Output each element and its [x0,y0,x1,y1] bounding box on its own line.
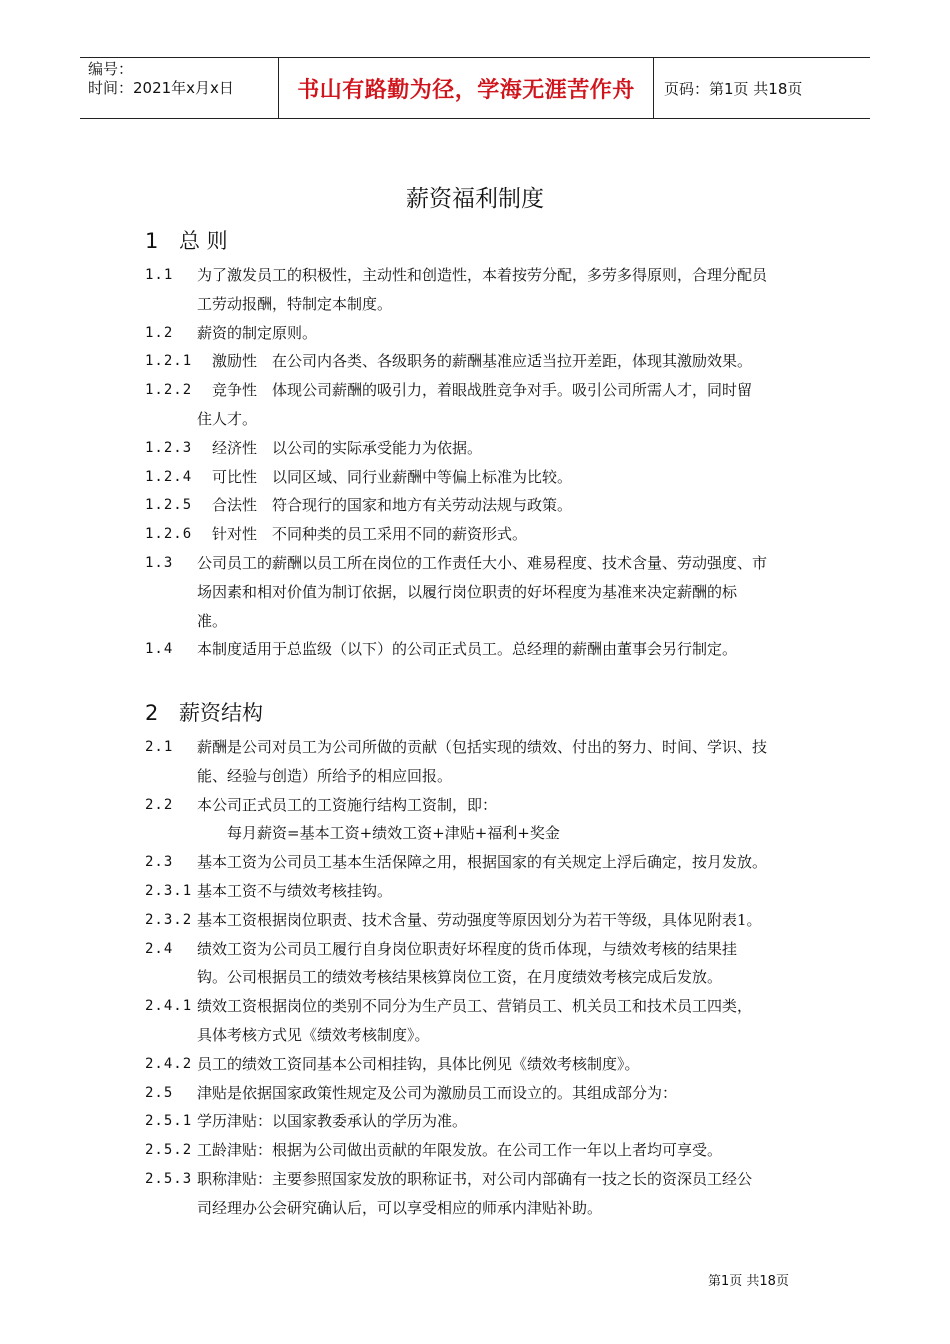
clause-number: 2.5.1 [145,1113,193,1130]
clause-text-line: 学历津贴：以国家教委承认的学历为准。 [197,1112,468,1131]
clause-text-line: 绩效工资根据岗位的类别不同分为生产员工、营销员工、机关员工和技术员工四类， [197,997,753,1016]
clause-number: 1.2.2 [145,382,193,399]
section-number: 1 [145,229,159,253]
clause-number: 1.2.3 [145,439,193,456]
clause-number: 1.2.1 [145,353,193,370]
header-motto-cell [279,58,654,118]
clause-text-line: 合法性 符合现行的国家和地方有关劳动法规与政策。 [212,496,573,515]
section-heading-text: 薪资结构 [179,701,263,725]
clause-text-line: 针对性 不同种类的员工采用不同的薪资形式。 [212,525,528,544]
clause-number: 1.2.5 [145,497,193,514]
clause-text-line: 本制度适用于总监级（以下）的公司正式员工。总经理的薪酬由董事会另行制定。 [197,640,738,659]
clause-text-line: 薪酬是公司对员工为公司所做的贡献（包括实现的绩效、付出的努力、时间、学识、技 [197,738,768,756]
clause-number: 1.2.6 [145,526,193,543]
clause-text-line: 津贴是依据国家政策性规定及公司为激励员工而设立的。其组成部分为： [197,1083,678,1102]
time-label: 时间：2021年x月x日 [88,79,234,97]
clause-text-line: 经济性 以公司的实际承受能力为依据。 [212,438,483,457]
clause-number: 2.4 [145,940,174,957]
clause-number: 2.5.3 [145,1171,193,1187]
clause-number: 1.2.4 [145,468,193,485]
section-number: 2 [145,701,159,725]
document-title: 薪资福利制度 [406,186,544,212]
clause-number: 2.1 [145,739,174,755]
clause-number: 1.1 [145,267,174,283]
code-label: 编号： [88,60,134,78]
clause-text-line: 基本工资为公司员工基本生活保障之用，根据国家的有关规定上浮后确定，按月发放。 [197,853,768,872]
header-page-info: 页码：第1页 共18页 [664,79,803,98]
clause-number: 2.3.1 [145,883,193,899]
clause-text-line: 工劳动报酬，特制定本制度。 [197,294,393,313]
clause-text-line: 钩。公司根据员工的绩效考核结果核算岗位工资，在月度绩效考核完成后发放。 [197,968,723,987]
header-left-cell [80,58,279,118]
clause-text-line: 可比性 以同区域、同行业薪酬中等偏上标准为比较。 [212,467,573,486]
clause-number: 1.4 [145,641,174,658]
clause-number: 2.4.2 [145,1055,193,1072]
header-page-cell [654,58,870,118]
clause-text-line: 准。 [197,611,228,630]
clause-number: 2.5.2 [145,1142,193,1159]
section1-heading [145,225,228,255]
section2-heading [145,697,263,727]
clause-text-line: 工龄津贴：根据为公司做出贡献的年限发放。在公司工作一年以上者均可享受。 [197,1141,723,1160]
clause-text-line: 基本工资不与绩效考核挂钩。 [197,882,393,900]
clause-text-line: 住人才。 [197,410,258,428]
page-header [80,57,870,119]
page-footer: 第1页 共18页 [708,1274,789,1289]
clause-text-line: 激励性 在公司内各类、各级职务的薪酬基准应适当拉开差距，体现其激励效果。 [212,352,753,371]
clause-text-line: 本公司正式员工的工资施行结构工资制，即： [197,795,498,814]
clause-text-line: 具体考核方式见《绩效考核制度》。 [197,1026,430,1044]
clause-text-line: 薪资的制定原则。 [197,323,318,342]
clause-text-line: 基本工资根据岗位职责、技术含量、劳动强度等原因划分为若干等级，具体见附表1。 [197,910,762,929]
clause-text-line: 竞争性 体现公司薪酬的吸引力，着眼战胜竞争对手。吸引公司所需人才，同时留 [212,381,753,400]
clause-text-line: 公司员工的薪酬以员工所在岗位的工作责任大小、难易程度、技术含量、劳动强度、市 [197,554,768,572]
clause-text-line: 为了激发员工的积极性，主动性和创造性，本着按劳分配，多劳多得原则，合理分配员 [197,266,768,284]
clause-text-line: 员工的绩效工资同基本公司相挂钩，具体比例见《绩效考核制度》。 [197,1054,640,1073]
clause-text-line: 能、经验与创造）所给予的相应回报。 [197,766,453,785]
clause-number: 2.2 [145,796,174,813]
clause-number: 1.2 [145,324,174,341]
section-heading-text: 总 则 [179,229,228,253]
clause-number: 1.3 [145,555,174,571]
clause-number: 2.3 [145,854,174,871]
clause-number: 2.5 [145,1084,174,1101]
clause-text-line: 每月薪资=基本工资+绩效工资+津贴+福利+奖金 [197,824,560,843]
clause-number: 2.3.2 [145,911,193,928]
clause-number: 2.4.1 [145,998,193,1015]
clause-text-line: 绩效工资为公司员工履行自身岗位职责好坏程度的货币体现，与绩效考核的结果挂 [197,939,738,958]
motto: 书山有路勤为径，学海无涯苦作舟 [297,77,635,103]
clause-text-line: 职称津贴：主要参照国家发放的职称证书，对公司内部确有一技之长的资深员工经公 [197,1170,753,1188]
clause-text-line: 场因素和相对价值为制订依据，以履行岗位职责的好坏程度为基准来决定薪酬的标 [197,582,738,601]
clause-text-line: 司经理办公会研究确认后，可以享受相应的师承内津贴补助。 [197,1198,603,1217]
